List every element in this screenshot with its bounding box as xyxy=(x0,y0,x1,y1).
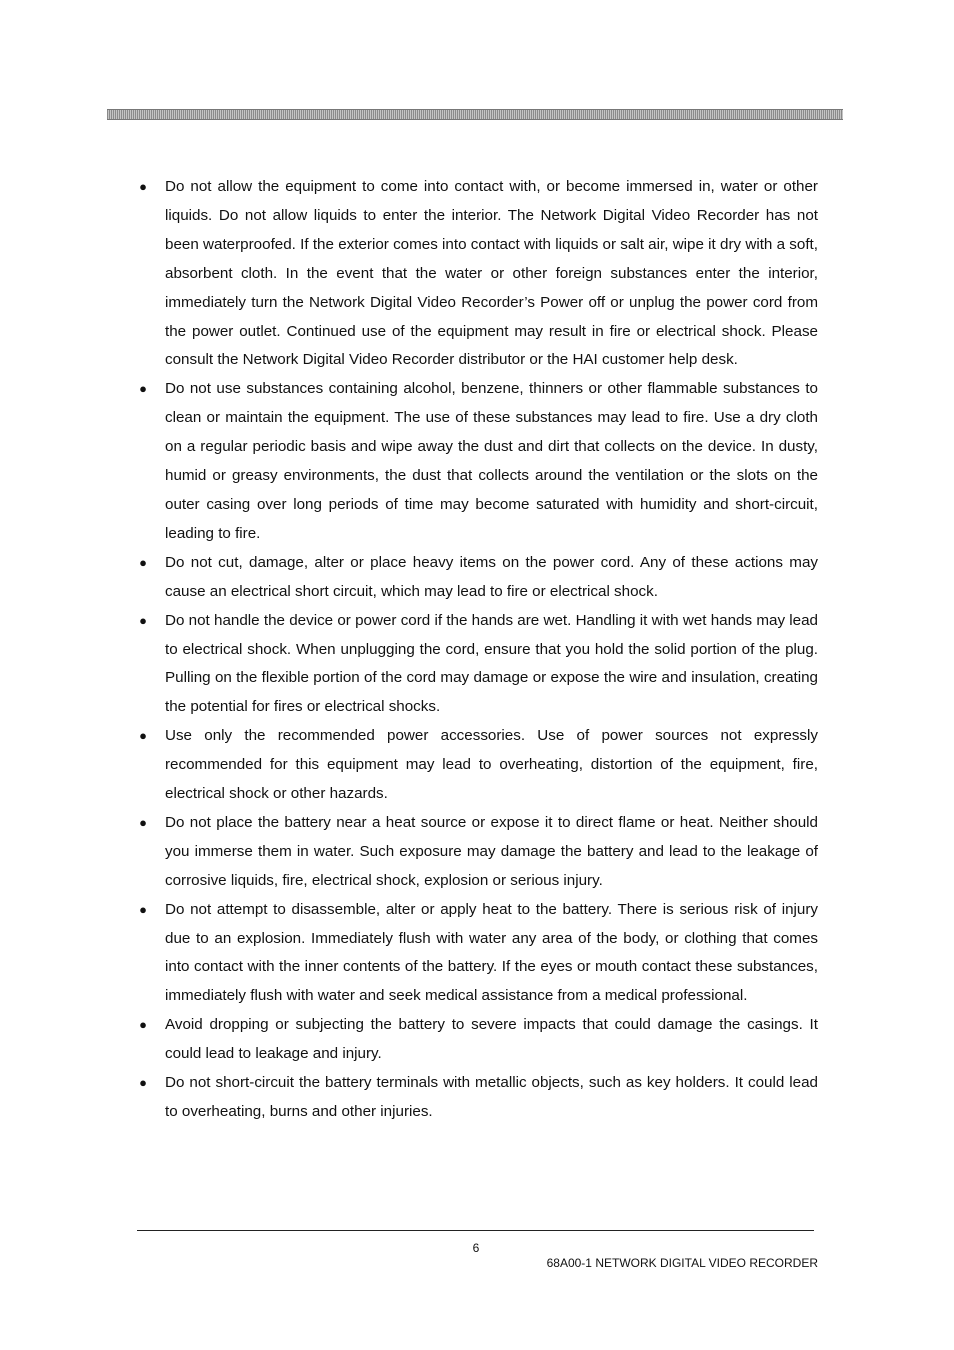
bullet-icon: ● xyxy=(139,612,147,628)
list-item-text: Do not place the battery near a heat source or expose it to direct flame or heat. Neither should you immerse them in water. Such exposure may damage the battery and lead to the leakage of corrosive liquids, fire, electrical shock, explosion or serious injury. xyxy=(165,813,818,889)
bullet-icon: ● xyxy=(139,728,147,744)
list-item-text: Do not short-circuit the battery terminals with metallic objects, such as key holders. It could lead to overheating, burns and other injuries. xyxy=(165,1074,818,1120)
bullet-icon: ● xyxy=(139,554,147,570)
bullet-icon: ● xyxy=(139,1075,147,1091)
footer-document-title: 68A00-1 NETWORK DIGITAL VIDEO RECORDER xyxy=(546,1256,818,1270)
list-item xyxy=(130,896,818,1012)
list-item xyxy=(130,1069,818,1127)
list-item-text: Do not allow the equipment to come into contact with, or become immersed in, water or other liquids. Do not allow liquids to enter the interior. The Network Digital Video Recorder has not been waterproofed. If the exterior comes into contact with liquids or salt air, wipe it dry with a soft, absorbent cloth. In the event that the water or other foreign substances enter the interior, immediately turn the Network Digital Video Recorder’s Power off or unplug the power cord from the power outlet. Continued use of the equipment may result in fire or electrical shock. Please consult the Network Digital Video Recorder distributor or the HAI customer help desk. xyxy=(165,178,818,369)
list-item xyxy=(130,173,818,375)
list-item-text: Do not use substances containing alcohol, benzene, thinners or other flammable substances to clean or maintain the equipment. The use of these substances may lead to fire. Use a dry cloth on a regular periodic basis and wipe away the dust and dirt that collects on the device. In dusty, humid or greasy environments, the dust that collects around the ventilation or the slots on the outer casing over long periods of time may become saturated with humidity and short-circuit, leading to fire. xyxy=(165,380,818,542)
list-item xyxy=(130,549,818,607)
bullet-icon: ● xyxy=(139,1017,147,1033)
list-item-text: Do not attempt to disassemble, alter or apply heat to the battery. There is serious risk of injury due to an explosion. Immediately flush with water any area of the body, or clothing that comes into contact with the inner contents of the battery. If the eyes or mouth contact these substances, immediately flush with water and seek medical assistance from a medical professional. xyxy=(165,900,818,1005)
bullet-icon: ● xyxy=(139,179,147,194)
list-item xyxy=(130,375,818,548)
page-number: 6 xyxy=(472,1241,480,1255)
list-item xyxy=(130,1011,818,1069)
list-item xyxy=(130,722,818,809)
header-divider-bar xyxy=(107,109,843,120)
bullet-icon: ● xyxy=(139,814,147,830)
list-item-text: Do not cut, damage, alter or place heavy items on the power cord. Any of these actions may cause an electrical short circuit, which may lead to fire or electrical shock. xyxy=(165,553,818,600)
list-item-text: Use only the recommended power accessories. Use of power sources not expressly recommended for this equipment may lead to overheating, distortion of the equipment, fire, electrical shock or other hazards. xyxy=(165,727,818,803)
footer-divider xyxy=(137,1230,814,1231)
list-item-text: Avoid dropping or subjecting the battery to severe impacts that could damage the casings. It could lead to leakage and injury. xyxy=(165,1016,818,1063)
safety-precautions-list xyxy=(130,173,818,1127)
list-item xyxy=(130,607,818,723)
bullet-icon: ● xyxy=(139,901,147,917)
list-item xyxy=(130,809,818,896)
bullet-icon: ● xyxy=(139,381,147,397)
list-item-text: Do not handle the device or power cord if the hands are wet. Handling it with wet hands may lead to electrical shock. When unplugging the cord, ensure that you hold the solid portion of the plug. Pulling on the flexible portion of the cord may damage or expose the wire and insulation, creating the potential for fires or electrical shocks. xyxy=(165,611,818,716)
